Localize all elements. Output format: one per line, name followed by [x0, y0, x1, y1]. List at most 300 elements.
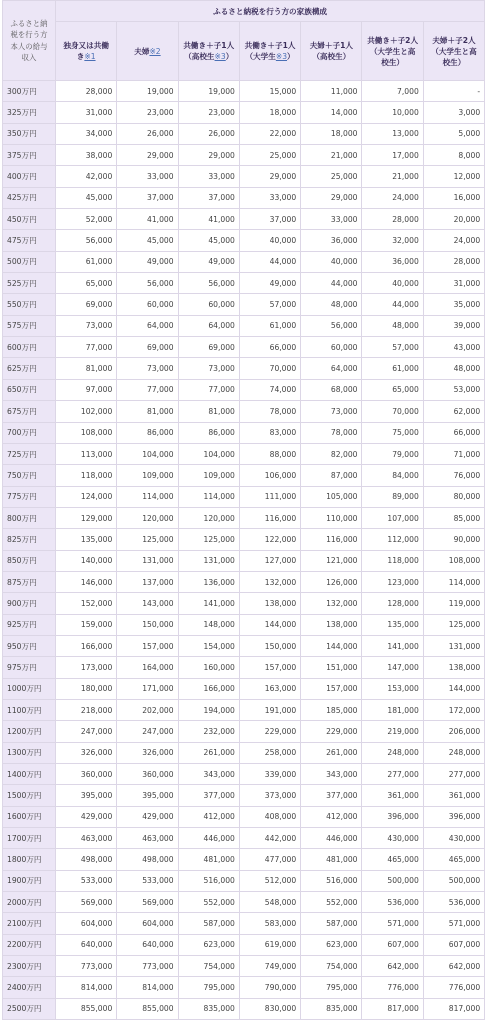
family-type-header-1 — [56, 22, 117, 81]
income-cell: 775万円 — [3, 486, 56, 507]
income-cell: 1100万円 — [3, 699, 56, 720]
limit-amount-cell: 40,000 — [239, 230, 300, 251]
limit-amount-cell: 396,000 — [423, 806, 484, 827]
limit-amount-cell: 607,000 — [362, 934, 423, 955]
limit-amount-cell: 126,000 — [301, 571, 362, 592]
limit-amount-cell: 77,000 — [117, 379, 178, 400]
limit-amount-cell: 105,000 — [301, 486, 362, 507]
limit-amount-cell: 102,000 — [56, 401, 117, 422]
income-cell: 2500万円 — [3, 998, 56, 1019]
limit-amount-cell: 75,000 — [362, 422, 423, 443]
limit-amount-cell: 326,000 — [56, 742, 117, 763]
table-row — [3, 956, 485, 977]
limit-amount-cell: 82,000 — [301, 443, 362, 464]
limit-amount-cell: 131,000 — [423, 635, 484, 656]
limit-amount-cell: 373,000 — [239, 785, 300, 806]
table-header — [3, 1, 485, 81]
furusato-limit-table-wrapper — [2, 0, 484, 1020]
limit-amount-cell: 56,000 — [178, 273, 239, 294]
income-cell: 1200万円 — [3, 721, 56, 742]
limit-amount-cell: 21,000 — [301, 145, 362, 166]
limit-amount-cell: 112,000 — [362, 529, 423, 550]
limit-amount-cell: 109,000 — [178, 465, 239, 486]
footnote-link[interactable]: ※3 — [214, 52, 226, 61]
table-body — [3, 81, 485, 1020]
income-cell: 1700万円 — [3, 828, 56, 849]
income-cell: 2300万円 — [3, 956, 56, 977]
limit-amount-cell: 153,000 — [362, 678, 423, 699]
limit-amount-cell: 361,000 — [423, 785, 484, 806]
table-row — [3, 742, 485, 763]
limit-amount-cell: 855,000 — [56, 998, 117, 1019]
limit-amount-cell: 44,000 — [301, 273, 362, 294]
limit-amount-cell: 360,000 — [56, 764, 117, 785]
limit-amount-cell: 66,000 — [423, 422, 484, 443]
limit-amount-cell: 68,000 — [301, 379, 362, 400]
limit-amount-cell: 277,000 — [423, 764, 484, 785]
limit-amount-cell: 261,000 — [178, 742, 239, 763]
limit-amount-cell: 79,000 — [362, 443, 423, 464]
limit-amount-cell: 218,000 — [56, 699, 117, 720]
limit-amount-cell: 463,000 — [56, 828, 117, 849]
limit-amount-cell: 87,000 — [301, 465, 362, 486]
limit-amount-cell: 8,000 — [423, 145, 484, 166]
limit-amount-cell: 817,000 — [362, 998, 423, 1019]
table-row — [3, 678, 485, 699]
limit-amount-cell: 66,000 — [239, 337, 300, 358]
limit-amount-cell: 136,000 — [178, 571, 239, 592]
income-cell: 350万円 — [3, 123, 56, 144]
limit-amount-cell: 110,000 — [301, 507, 362, 528]
limit-amount-cell: 157,000 — [239, 657, 300, 678]
table-row — [3, 166, 485, 187]
table-row — [3, 422, 485, 443]
limit-amount-cell: 48,000 — [301, 294, 362, 315]
limit-amount-cell: 18,000 — [301, 123, 362, 144]
limit-amount-cell: 41,000 — [117, 209, 178, 230]
limit-amount-cell: 194,000 — [178, 699, 239, 720]
table-row — [3, 145, 485, 166]
income-cell: 950万円 — [3, 635, 56, 656]
limit-amount-cell: 31,000 — [423, 273, 484, 294]
table-row — [3, 401, 485, 422]
table-row — [3, 486, 485, 507]
limit-amount-cell: 552,000 — [178, 892, 239, 913]
limit-amount-cell: 38,000 — [56, 145, 117, 166]
income-cell: 2100万円 — [3, 913, 56, 934]
table-row — [3, 443, 485, 464]
limit-amount-cell: 159,000 — [56, 614, 117, 635]
table-row — [3, 81, 485, 102]
limit-amount-cell: 465,000 — [362, 849, 423, 870]
limit-amount-cell: 202,000 — [117, 699, 178, 720]
limit-amount-cell: 128,000 — [362, 593, 423, 614]
limit-amount-cell: 830,000 — [239, 998, 300, 1019]
table-row — [3, 764, 485, 785]
limit-amount-cell: 114,000 — [423, 571, 484, 592]
limit-amount-cell: 45,000 — [117, 230, 178, 251]
limit-amount-cell: 29,000 — [239, 166, 300, 187]
table-row — [3, 315, 485, 336]
limit-amount-cell: 33,000 — [239, 187, 300, 208]
limit-amount-cell: 795,000 — [178, 977, 239, 998]
limit-amount-cell: 219,000 — [362, 721, 423, 742]
limit-amount-cell: 81,000 — [117, 401, 178, 422]
limit-amount-cell: 855,000 — [117, 998, 178, 1019]
limit-amount-cell: 37,000 — [117, 187, 178, 208]
limit-amount-cell: 408,000 — [239, 806, 300, 827]
table-row — [3, 379, 485, 400]
limit-amount-cell: 481,000 — [301, 849, 362, 870]
limit-amount-cell: 42,000 — [56, 166, 117, 187]
table-row — [3, 337, 485, 358]
limit-amount-cell: 776,000 — [362, 977, 423, 998]
limit-amount-cell: 129,000 — [56, 507, 117, 528]
limit-amount-cell: 277,000 — [362, 764, 423, 785]
income-cell: 525万円 — [3, 273, 56, 294]
limit-amount-cell: 44,000 — [362, 294, 423, 315]
family-type-header-row — [3, 22, 485, 81]
income-cell: 425万円 — [3, 187, 56, 208]
limit-amount-cell: 25,000 — [301, 166, 362, 187]
table-row — [3, 209, 485, 230]
family-type-label: 独身又は共働き — [63, 41, 109, 61]
limit-amount-cell: 248,000 — [423, 742, 484, 763]
limit-amount-cell: 39,000 — [423, 315, 484, 336]
table-row — [3, 699, 485, 720]
limit-amount-cell: 48,000 — [362, 315, 423, 336]
limit-amount-cell: 773,000 — [117, 956, 178, 977]
limit-amount-cell: 135,000 — [56, 529, 117, 550]
income-cell: 550万円 — [3, 294, 56, 315]
limit-amount-cell: 29,000 — [117, 145, 178, 166]
limit-amount-cell: 70,000 — [239, 358, 300, 379]
limit-amount-cell: 45,000 — [56, 187, 117, 208]
limit-amount-cell: 57,000 — [239, 294, 300, 315]
limit-amount-cell: 109,000 — [117, 465, 178, 486]
limit-amount-cell: 642,000 — [362, 956, 423, 977]
limit-amount-cell: 754,000 — [178, 956, 239, 977]
table-row — [3, 870, 485, 891]
limit-amount-cell: 16,000 — [423, 187, 484, 208]
limit-amount-cell: 28,000 — [56, 81, 117, 102]
family-type-label: 夫婦＋子1人（高校生） — [309, 41, 353, 61]
limit-amount-cell: 73,000 — [56, 315, 117, 336]
limit-amount-cell: 163,000 — [239, 678, 300, 699]
limit-amount-cell: 587,000 — [301, 913, 362, 934]
limit-amount-cell: 7,000 — [362, 81, 423, 102]
limit-amount-cell: 232,000 — [178, 721, 239, 742]
limit-amount-cell: 248,000 — [362, 742, 423, 763]
limit-amount-cell: 73,000 — [301, 401, 362, 422]
table-row — [3, 785, 485, 806]
limit-amount-cell: 70,000 — [362, 401, 423, 422]
limit-amount-cell: 28,000 — [423, 251, 484, 272]
limit-amount-cell: 83,000 — [239, 422, 300, 443]
limit-amount-cell: 604,000 — [56, 913, 117, 934]
income-cell: 1500万円 — [3, 785, 56, 806]
family-type-header-5 — [301, 22, 362, 81]
limit-amount-cell: 166,000 — [178, 678, 239, 699]
table-row — [3, 721, 485, 742]
limit-amount-cell: - — [423, 81, 484, 102]
limit-amount-cell: 108,000 — [56, 422, 117, 443]
limit-amount-cell: 814,000 — [117, 977, 178, 998]
limit-amount-cell: 361,000 — [362, 785, 423, 806]
limit-amount-cell: 33,000 — [117, 166, 178, 187]
limit-amount-cell: 36,000 — [301, 230, 362, 251]
limit-amount-cell: 412,000 — [301, 806, 362, 827]
limit-amount-cell: 49,000 — [178, 251, 239, 272]
limit-amount-cell: 77,000 — [56, 337, 117, 358]
family-type-label: 共働き＋子1人（高校生 — [183, 41, 235, 61]
limit-amount-cell: 65,000 — [56, 273, 117, 294]
limit-amount-cell: 180,000 — [56, 678, 117, 699]
limit-amount-cell: 56,000 — [301, 315, 362, 336]
limit-amount-cell: 124,000 — [56, 486, 117, 507]
income-cell: 1300万円 — [3, 742, 56, 763]
income-cell: 850万円 — [3, 550, 56, 571]
limit-amount-cell: 56,000 — [117, 273, 178, 294]
limit-amount-cell: 48,000 — [423, 358, 484, 379]
income-cell: 750万円 — [3, 465, 56, 486]
limit-amount-cell: 107,000 — [362, 507, 423, 528]
limit-amount-cell: 73,000 — [178, 358, 239, 379]
limit-amount-cell: 125,000 — [423, 614, 484, 635]
limit-amount-cell: 86,000 — [178, 422, 239, 443]
limit-amount-cell: 18,000 — [239, 102, 300, 123]
limit-amount-cell: 61,000 — [362, 358, 423, 379]
limit-amount-cell: 339,000 — [239, 764, 300, 785]
limit-amount-cell: 116,000 — [239, 507, 300, 528]
family-type-header-3 — [178, 22, 239, 81]
limit-amount-cell: 64,000 — [117, 315, 178, 336]
limit-amount-cell: 132,000 — [239, 571, 300, 592]
limit-amount-cell: 17,000 — [362, 145, 423, 166]
limit-amount-cell: 53,000 — [423, 379, 484, 400]
table-row — [3, 187, 485, 208]
family-type-label: 共働き＋子1人（大学生 — [244, 41, 296, 61]
limit-amount-cell: 171,000 — [117, 678, 178, 699]
limit-amount-cell: 247,000 — [56, 721, 117, 742]
limit-amount-cell: 623,000 — [301, 934, 362, 955]
table-row — [3, 294, 485, 315]
limit-amount-cell: 12,000 — [423, 166, 484, 187]
limit-amount-cell: 80,000 — [423, 486, 484, 507]
limit-amount-cell: 146,000 — [56, 571, 117, 592]
limit-amount-cell: 150,000 — [117, 614, 178, 635]
table-row — [3, 828, 485, 849]
table-row — [3, 849, 485, 870]
family-type-label: 夫婦 — [134, 46, 150, 56]
limit-amount-cell: 97,000 — [56, 379, 117, 400]
limit-amount-cell: 173,000 — [56, 657, 117, 678]
limit-amount-cell: 512,000 — [239, 870, 300, 891]
limit-amount-cell: 125,000 — [178, 529, 239, 550]
limit-amount-cell: 131,000 — [178, 550, 239, 571]
limit-amount-cell: 61,000 — [239, 315, 300, 336]
limit-amount-cell: 88,000 — [239, 443, 300, 464]
limit-amount-cell: 261,000 — [301, 742, 362, 763]
limit-amount-cell: 463,000 — [117, 828, 178, 849]
limit-amount-cell: 86,000 — [117, 422, 178, 443]
limit-amount-cell: 429,000 — [56, 806, 117, 827]
limit-amount-cell: 481,000 — [178, 849, 239, 870]
limit-amount-cell: 229,000 — [239, 721, 300, 742]
income-cell: 575万円 — [3, 315, 56, 336]
limit-amount-cell: 122,000 — [239, 529, 300, 550]
limit-amount-cell: 20,000 — [423, 209, 484, 230]
family-type-label: 共働き＋子2人（大学生と高校生） — [367, 35, 419, 67]
limit-amount-cell: 516,000 — [301, 870, 362, 891]
limit-amount-cell: 138,000 — [423, 657, 484, 678]
limit-amount-cell: 206,000 — [423, 721, 484, 742]
table-row — [3, 507, 485, 528]
limit-amount-cell: 143,000 — [117, 593, 178, 614]
income-cell: 450万円 — [3, 209, 56, 230]
limit-amount-cell: 477,000 — [239, 849, 300, 870]
income-cell: 1000万円 — [3, 678, 56, 699]
limit-amount-cell: 22,000 — [239, 123, 300, 144]
limit-amount-cell: 81,000 — [56, 358, 117, 379]
table-row — [3, 806, 485, 827]
limit-amount-cell: 69,000 — [56, 294, 117, 315]
limit-amount-cell: 118,000 — [362, 550, 423, 571]
family-type-header-7 — [423, 22, 484, 81]
limit-amount-cell: 78,000 — [239, 401, 300, 422]
footnote-link[interactable]: ※1 — [84, 52, 96, 61]
limit-amount-cell: 166,000 — [56, 635, 117, 656]
limit-amount-cell: 118,000 — [56, 465, 117, 486]
limit-amount-cell: 32,000 — [362, 230, 423, 251]
limit-amount-cell: 69,000 — [117, 337, 178, 358]
limit-amount-cell: 150,000 — [239, 635, 300, 656]
limit-amount-cell: 26,000 — [117, 123, 178, 144]
table-row — [3, 123, 485, 144]
limit-amount-cell: 106,000 — [239, 465, 300, 486]
footnote-link[interactable]: ※3 — [275, 52, 288, 61]
limit-amount-cell: 138,000 — [301, 614, 362, 635]
income-cell: 400万円 — [3, 166, 56, 187]
limit-amount-cell: 749,000 — [239, 956, 300, 977]
limit-amount-cell: 569,000 — [117, 892, 178, 913]
limit-amount-cell: 65,000 — [362, 379, 423, 400]
table-row — [3, 635, 485, 656]
limit-amount-cell: 500,000 — [423, 870, 484, 891]
limit-amount-cell: 835,000 — [301, 998, 362, 1019]
limit-amount-cell: 446,000 — [178, 828, 239, 849]
income-cell: 725万円 — [3, 443, 56, 464]
limit-amount-cell: 15,000 — [239, 81, 300, 102]
limit-amount-cell: 773,000 — [56, 956, 117, 977]
footnote-link[interactable]: ※2 — [149, 46, 161, 56]
income-cell: 675万円 — [3, 401, 56, 422]
limit-amount-cell: 23,000 — [117, 102, 178, 123]
income-cell: 1900万円 — [3, 870, 56, 891]
limit-amount-cell: 3,000 — [423, 102, 484, 123]
limit-amount-cell: 125,000 — [117, 529, 178, 550]
table-row — [3, 571, 485, 592]
limit-amount-cell: 89,000 — [362, 486, 423, 507]
limit-amount-cell: 536,000 — [423, 892, 484, 913]
limit-amount-cell: 36,000 — [362, 251, 423, 272]
limit-amount-cell: 623,000 — [178, 934, 239, 955]
limit-amount-cell: 71,000 — [423, 443, 484, 464]
family-type-label: 夫婦＋子2人（大学生と高校生） — [431, 35, 477, 67]
limit-amount-cell: 31,000 — [56, 102, 117, 123]
limit-amount-cell: 120,000 — [178, 507, 239, 528]
family-type-label-suffix: ） — [225, 52, 234, 61]
limit-amount-cell: 157,000 — [117, 635, 178, 656]
limit-amount-cell: 640,000 — [117, 934, 178, 955]
limit-amount-cell: 127,000 — [239, 550, 300, 571]
limit-amount-cell: 21,000 — [362, 166, 423, 187]
limit-amount-cell: 40,000 — [362, 273, 423, 294]
limit-amount-cell: 164,000 — [117, 657, 178, 678]
limit-amount-cell: 49,000 — [239, 273, 300, 294]
table-row — [3, 977, 485, 998]
table-row — [3, 465, 485, 486]
limit-amount-cell: 571,000 — [362, 913, 423, 934]
income-cell: 2000万円 — [3, 892, 56, 913]
limit-amount-cell: 465,000 — [423, 849, 484, 870]
limit-amount-cell: 326,000 — [117, 742, 178, 763]
limit-amount-cell: 140,000 — [56, 550, 117, 571]
limit-amount-cell: 144,000 — [423, 678, 484, 699]
limit-amount-cell: 77,000 — [178, 379, 239, 400]
limit-amount-cell: 113,000 — [56, 443, 117, 464]
table-row — [3, 614, 485, 635]
limit-amount-cell: 60,000 — [178, 294, 239, 315]
limit-amount-cell: 74,000 — [239, 379, 300, 400]
income-cell: 875万円 — [3, 571, 56, 592]
limit-amount-cell: 23,000 — [178, 102, 239, 123]
table-row — [3, 230, 485, 251]
table-row — [3, 913, 485, 934]
limit-amount-cell: 141,000 — [178, 593, 239, 614]
income-cell: 325万円 — [3, 102, 56, 123]
limit-amount-cell: 587,000 — [178, 913, 239, 934]
table-row — [3, 273, 485, 294]
limit-amount-cell: 141,000 — [362, 635, 423, 656]
table-row — [3, 892, 485, 913]
limit-amount-cell: 45,000 — [178, 230, 239, 251]
limit-amount-cell: 33,000 — [178, 166, 239, 187]
income-cell: 2200万円 — [3, 934, 56, 955]
furusato-limit-table — [2, 0, 485, 1020]
limit-amount-cell: 13,000 — [362, 123, 423, 144]
limit-amount-cell: 108,000 — [423, 550, 484, 571]
limit-amount-cell: 258,000 — [239, 742, 300, 763]
table-row — [3, 529, 485, 550]
limit-amount-cell: 157,000 — [301, 678, 362, 699]
family-composition-header: ふるさと納税を行う方の家族構成 — [56, 1, 485, 22]
limit-amount-cell: 172,000 — [423, 699, 484, 720]
limit-amount-cell: 35,000 — [423, 294, 484, 315]
limit-amount-cell: 29,000 — [178, 145, 239, 166]
limit-amount-cell: 121,000 — [301, 550, 362, 571]
family-type-header-4 — [239, 22, 300, 81]
limit-amount-cell: 116,000 — [301, 529, 362, 550]
limit-amount-cell: 191,000 — [239, 699, 300, 720]
limit-amount-cell: 24,000 — [362, 187, 423, 208]
limit-amount-cell: 11,000 — [301, 81, 362, 102]
limit-amount-cell: 154,000 — [178, 635, 239, 656]
limit-amount-cell: 114,000 — [117, 486, 178, 507]
limit-amount-cell: 57,000 — [362, 337, 423, 358]
limit-amount-cell: 81,000 — [178, 401, 239, 422]
limit-amount-cell: 56,000 — [56, 230, 117, 251]
